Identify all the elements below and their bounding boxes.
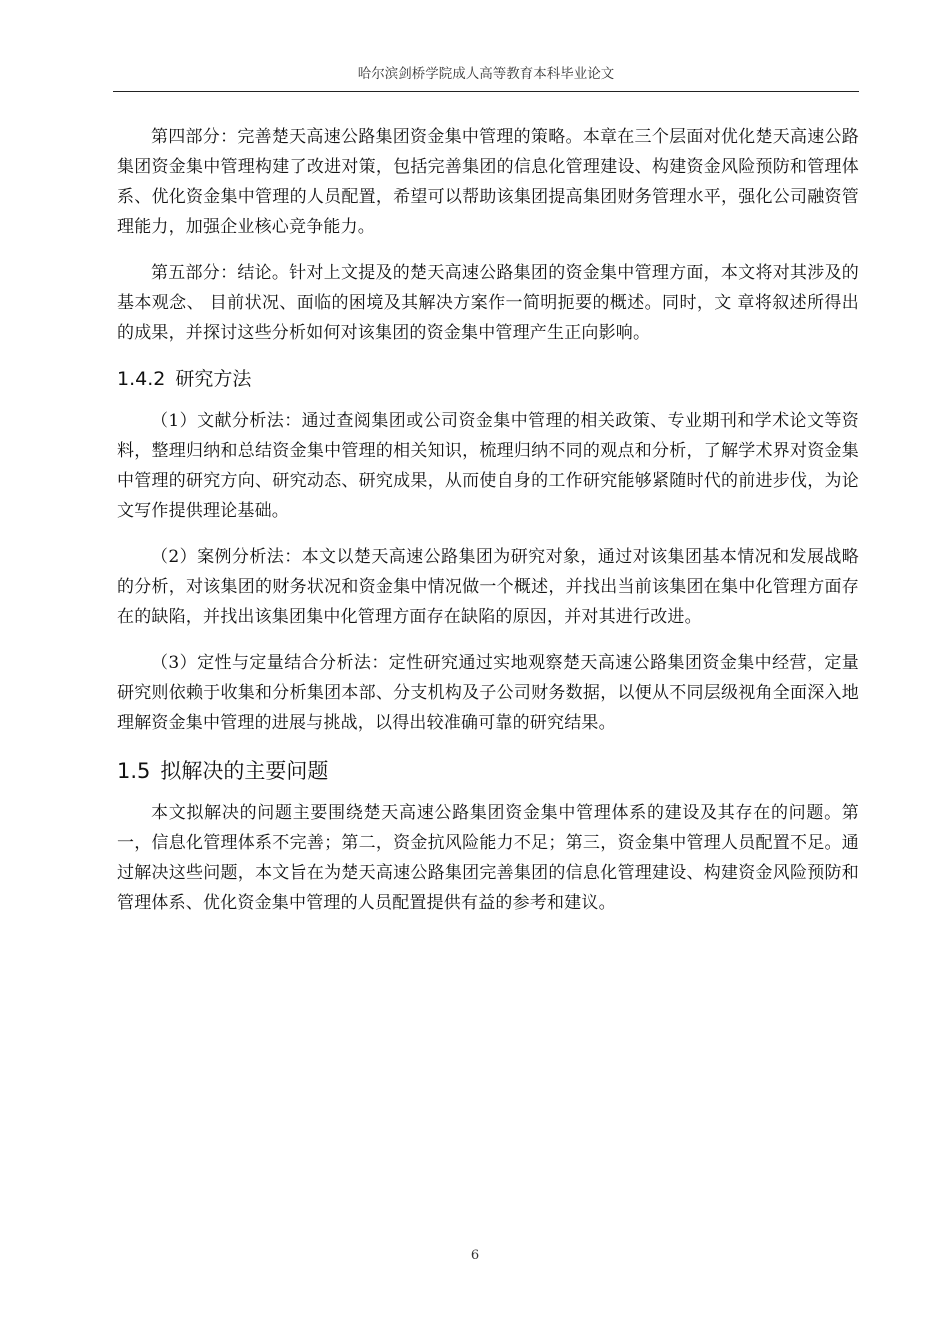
paragraph-method-1: （1）文献分析法：通过查阅集团或公司资金集中管理的相关政策、专业期刊和学术论文等资料，整理归纳和总结资金集中管理的相关知识，梳理归纳不同的观点和分析，了解学术界对资金集中管理的研究方向、研究动态、研究成果，从而使自身的工作研究能够紧随时代的前进步伐，为论文写作提供理论基础。 bbox=[117, 411, 859, 521]
document-body bbox=[117, 122, 859, 934]
heading-1-4-2-number: 1.4.2 bbox=[117, 368, 166, 390]
heading-1-4-2-title: 研究方法 bbox=[175, 368, 252, 390]
paragraph-part5: 第五部分：结论。针对上文提及的楚天高速公路集团的资金集中管理方面，本文将对其涉及的基本观念、 目前状况、面临的困境及其解决方案作一简明扼要的概述。同时，文 章将叙述所得出的成果，并探讨这些分析如何对该集团的资金集中管理产生正向影响。 bbox=[117, 263, 859, 343]
page-number: 6 bbox=[470, 1248, 480, 1263]
paragraph-part4: 第四部分：完善楚天高速公路集团资金集中管理的策略。本章在三个层面对优化楚天高速公路集团资金集中管理构建了改进对策，包括完善集团的信息化管理建设、构建资金风险预防和管理体系、优化资金集中管理的人员配置，希望可以帮助该集团提高集团财务管理水平，强化公司融资管理能力，加强企业核心竞争能力。 bbox=[117, 127, 859, 237]
heading-1-5 bbox=[117, 754, 859, 788]
page-header bbox=[113, 62, 859, 92]
header-title: 哈尔滨剑桥学院成人高等教育本科毕业论文 bbox=[357, 66, 615, 82]
heading-1-4-2 bbox=[117, 364, 859, 394]
heading-1-5-title: 拟解决的主要问题 bbox=[160, 759, 329, 783]
heading-1-5-number: 1.5 bbox=[117, 759, 151, 783]
paragraph-method-3: （3）定性与定量结合分析法：定性研究通过实地观察楚天高速公路集团资金集中经营，定量研究则依赖于收集和分析集团本部、分支机构及子公司财务数据，以便从不同层级视角全面深入地理解资金集中管理的进展与挑战，以得出较准确可靠的研究结果。 bbox=[117, 653, 859, 733]
paragraph-method-2: （2）案例分析法：本文以楚天高速公路集团为研究对象，通过对该集团基本情况和发展战略的分析，对该集团的财务状况和资金集中情况做一个概述，并找出当前该集团在集中化管理方面存在的缺陷，并找出该集团集中化管理方面存在缺陷的原因，并对其进行改进。 bbox=[117, 547, 859, 627]
paragraph-main-problems: 本文拟解决的问题主要围绕楚天高速公路集团资金集中管理体系的建设及其存在的问题。第一，信息化管理体系不完善；第二，资金抗风险能力不足；第三，资金集中管理人员配置不足。通过解决这些问题，本文旨在为楚天高速公路集团完善集团的信息化管理建设、构建资金风险预防和管理体系、优化资金集中管理的人员配置提供有益的参考和建议。 bbox=[117, 803, 859, 913]
